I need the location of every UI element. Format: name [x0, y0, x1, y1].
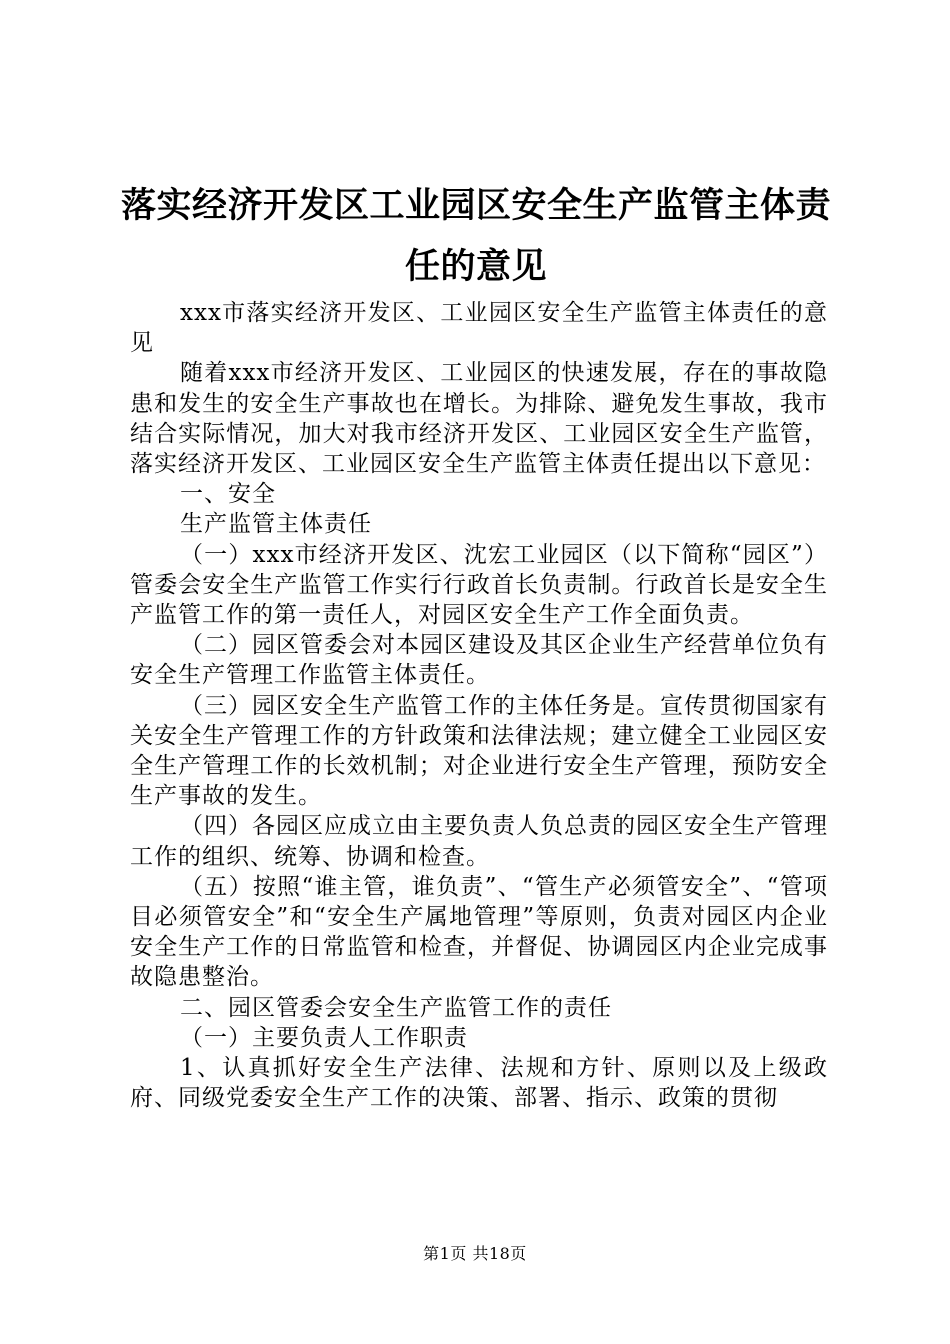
body-paragraph: （五）按照“谁主管，谁负责”、“管生产必须管安全”、“管项目必须管安全”和“安全生产属地管理”等原则，负责对园区内企业安全生产工作的日常监管和检查，并督促、协调园区内企业完成事故隐患整治。 — [130, 873, 828, 991]
body-paragraph: xxx市落实经济开发区、工业园区安全生产监管主体责任的意见 — [130, 300, 828, 357]
body-paragraph: 1、认真抓好安全生产法律、法规和方针、原则以及上级政府、同级党委安全生产工作的决策、部署、指示、政策的贯彻 — [130, 1055, 828, 1112]
section-heading: 生产监管主体责任 — [180, 511, 372, 538]
subsection-heading: （一）主要负责人工作职责 — [180, 1024, 468, 1051]
document-title-line-1: 落实经济开发区工业园区安全生产监管主体责 — [120, 186, 831, 226]
document-title — [120, 176, 832, 298]
page-footer — [0, 1244, 950, 1264]
body-paragraph: （三）园区安全生产监管工作的主体任务是。宣传贯彻国家有关安全生产管理工作的方针政策和法律法规；建立健全工业园区安全生产管理工作的长效机制；对企业进行安全生产管理，预防安全生产事故的发生。 — [130, 692, 828, 810]
body-paragraph: 随着xxx市经济开发区、工业园区的快速发展，存在的事故隐患和发生的安全生产事故也在增长。为排除、避免发生事故，我市结合实际情况，加大对我市经济开发区、工业园区安全生产监管，落实经济开发区、工业园区安全生产监管主体责任提出以下意见： — [130, 360, 828, 478]
document-body — [130, 298, 828, 1113]
section-heading: 一、安全 — [180, 481, 276, 508]
body-paragraph: （二）园区管委会对本园区建设及其区企业生产经营单位负有安全生产管理工作监管主体责任。 — [130, 632, 828, 689]
body-paragraph: （四）各园区应成立由主要负责人负总责的园区安全生产管理工作的组织、统筹、协调和检查。 — [130, 813, 828, 870]
document-title-line-2: 任的意见 — [404, 247, 547, 287]
body-paragraph: （一）xxx市经济开发区、沈宏工业园区（以下简称“园区”）管委会安全生产监管工作实行行政首长负责制。行政首长是安全生产监管工作的第一责任人，对园区安全生产工作全面负责。 — [130, 541, 828, 629]
page-number-label: 第1页 共18页 — [423, 1244, 527, 1263]
section-heading: 二、园区管委会安全生产监管工作的责任 — [180, 994, 612, 1021]
